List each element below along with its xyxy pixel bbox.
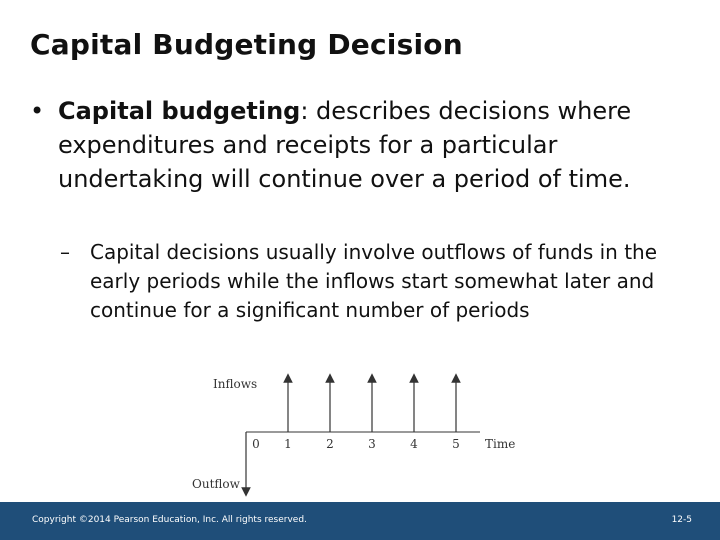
period-label-2: 2	[326, 437, 334, 451]
period-label-4: 4	[410, 437, 418, 451]
bullet-term: Capital budgeting	[58, 97, 301, 125]
cash-flow-diagram	[180, 360, 540, 500]
period-label-1: 1	[284, 437, 292, 451]
page-number: 12-5	[671, 515, 692, 525]
inflows-label: Inflows	[213, 377, 258, 391]
period-label-0: 0	[252, 437, 260, 451]
footer-bar	[0, 502, 720, 540]
bullet-text	[30, 94, 670, 196]
sub-bullet-text: Capital decisions usually involve outflows of funds in the early periods while the inflows start somewhat later and continue for a significant number of periods	[90, 240, 658, 322]
bullet-dot: •	[30, 97, 45, 125]
copyright-text: Copyright ©2014 Pearson Education, Inc. All rights reserved.	[32, 515, 307, 525]
sub-bullet	[60, 238, 690, 325]
outflow-label: Outflow	[192, 477, 240, 491]
period-label-5: 5	[452, 437, 460, 451]
slide-title: Capital Budgeting Decision	[30, 28, 463, 61]
sub-bullet-dash: –	[60, 240, 70, 264]
period-label-3: 3	[368, 437, 376, 451]
main-bullet	[30, 94, 670, 196]
bullet-description: : describes decisions where expenditures and receipts for a particular undertaking will continue over a period of time.	[58, 97, 632, 193]
time-label: Time	[485, 437, 516, 451]
